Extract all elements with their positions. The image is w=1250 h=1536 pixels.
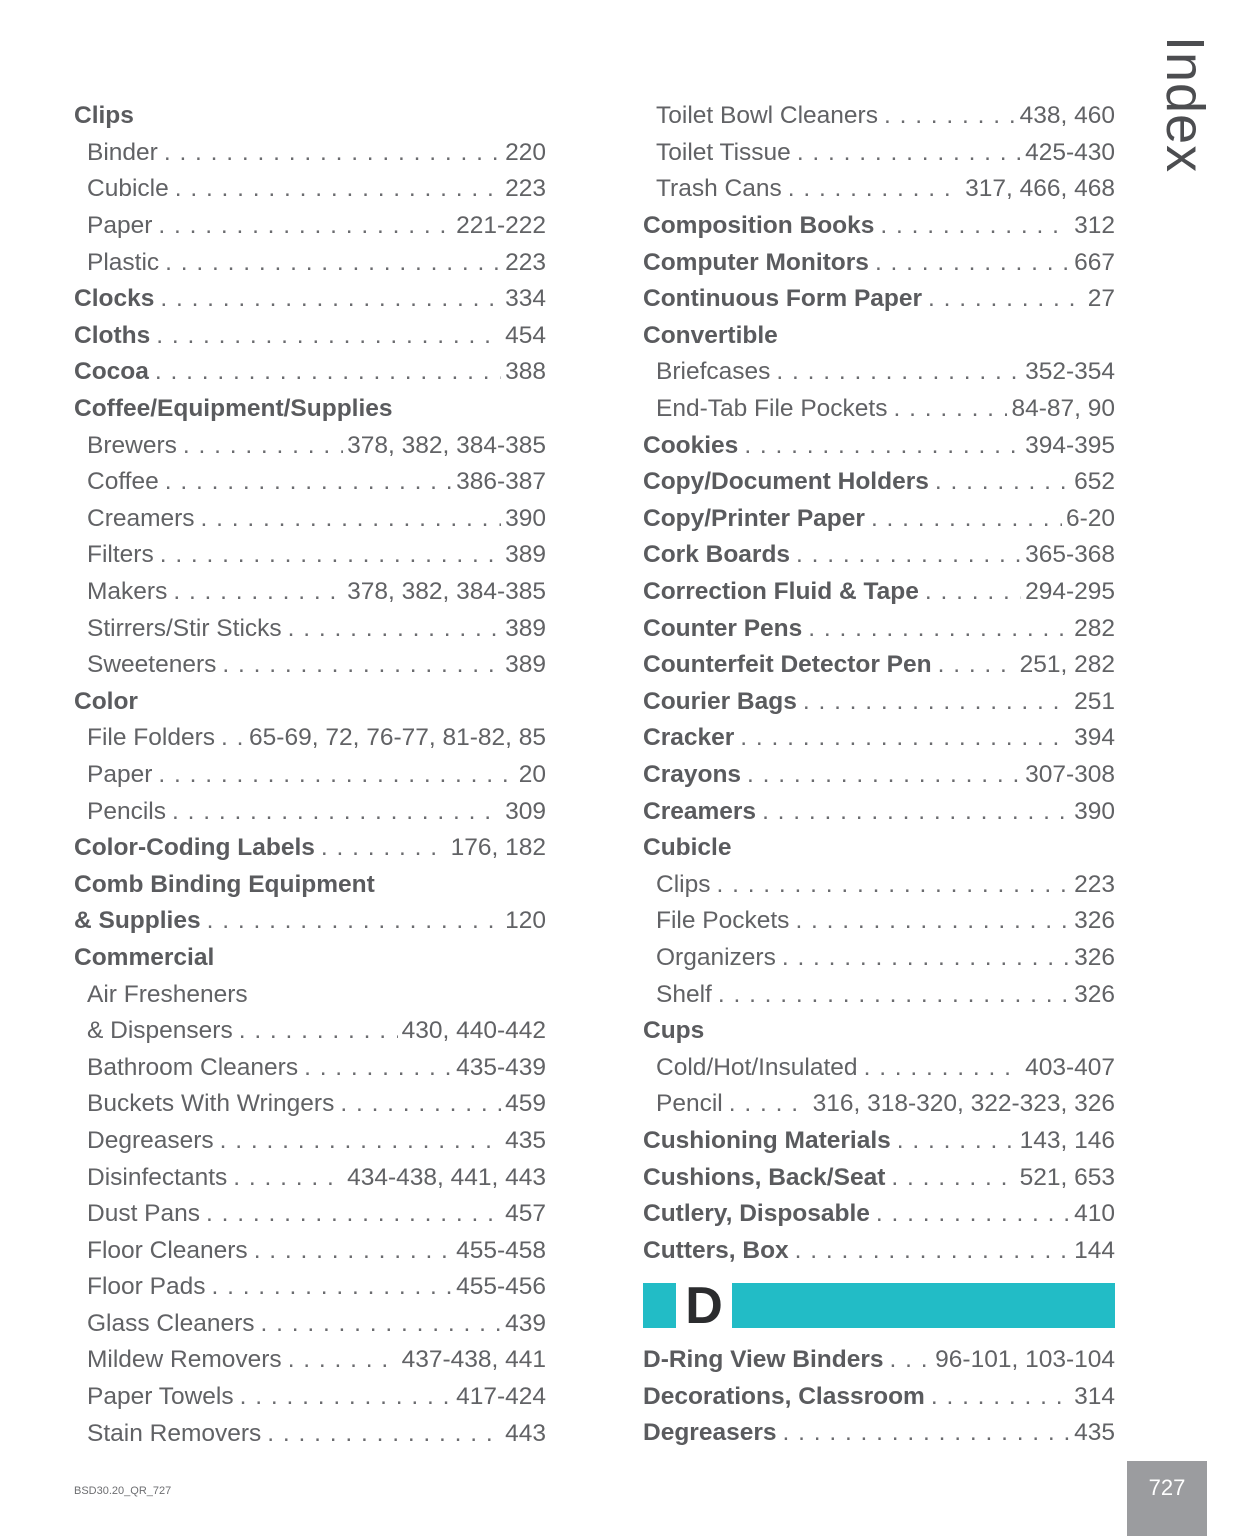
- index-heading: [74, 391, 546, 428]
- entry-pages: 435-439: [456, 1053, 546, 1081]
- dot-leader: [762, 798, 1070, 826]
- entry-label: Composition Books: [643, 212, 875, 240]
- entry-pages: 223: [1074, 870, 1115, 898]
- index-subentry: [643, 171, 1115, 208]
- dot-leader: [744, 432, 1021, 460]
- entry-pages: 434-438, 441, 443: [347, 1163, 546, 1191]
- dot-leader: [894, 395, 1008, 423]
- dot-leader: [240, 1383, 452, 1411]
- dot-leader: [165, 468, 452, 496]
- index-heading: [643, 793, 1115, 830]
- entry-pages: 144: [1074, 1236, 1115, 1264]
- index-heading: [643, 244, 1115, 281]
- entry-pages: 251, 282: [1019, 651, 1115, 679]
- entry-pages: 334: [505, 285, 546, 313]
- index-heading: [74, 940, 546, 977]
- index-column-right: [643, 98, 1115, 1452]
- index-heading: [643, 830, 1115, 867]
- entry-label: Dust Pans: [87, 1200, 201, 1228]
- index-subentry: [643, 1049, 1115, 1086]
- section-letter-bar: [643, 1276, 1115, 1335]
- index-entries-d: [643, 1342, 1115, 1452]
- entry-label: & Supplies: [74, 907, 201, 935]
- dot-leader: [160, 285, 501, 313]
- accent-tab-right: [732, 1283, 1115, 1328]
- entry-pages: 251: [1074, 687, 1115, 715]
- entry-label: Convertible: [643, 321, 778, 349]
- entry-label: Cups: [643, 1017, 705, 1045]
- dot-leader: [782, 1419, 1070, 1447]
- index-subentry: [74, 244, 546, 281]
- dot-leader: [172, 798, 501, 826]
- entry-label: Paper: [87, 212, 153, 240]
- entry-pages: 223: [505, 248, 546, 276]
- entry-label: Cushioning Materials: [643, 1126, 891, 1154]
- entry-label: Briefcases: [656, 358, 771, 386]
- index-heading: [643, 501, 1115, 538]
- index-heading: [74, 98, 546, 135]
- dot-leader: [928, 285, 1084, 313]
- dot-leader: [931, 1383, 1070, 1411]
- entry-label: Floor Pads: [87, 1273, 206, 1301]
- dot-leader: [175, 175, 501, 203]
- dot-leader: [884, 102, 1016, 130]
- dot-leader: [797, 139, 1021, 167]
- entry-label: Air Fresheners: [87, 980, 248, 1008]
- index-subentry: [643, 354, 1115, 391]
- entry-pages: 459: [505, 1090, 546, 1118]
- dot-leader: [158, 761, 514, 789]
- index-subentry: [643, 866, 1115, 903]
- index-heading: [74, 684, 546, 721]
- entry-pages: 389: [505, 541, 546, 569]
- entry-label: Toilet Bowl Cleaners: [656, 102, 878, 130]
- index-subentry: [74, 171, 546, 208]
- entry-pages: 352-354: [1025, 358, 1115, 386]
- index-subentry: [74, 1269, 546, 1306]
- entry-label: Coffee/Equipment/Supplies: [74, 395, 393, 423]
- entry-label: D-Ring View Binders: [643, 1346, 884, 1374]
- index-title: Index: [1155, 36, 1215, 174]
- entry-pages: 389: [505, 614, 546, 642]
- index-subentry: [74, 501, 546, 538]
- index-heading: [643, 427, 1115, 464]
- index-heading: [643, 208, 1115, 245]
- entry-pages: 410: [1074, 1200, 1115, 1228]
- entry-pages: 221-222: [456, 212, 546, 240]
- dot-leader: [206, 1200, 501, 1228]
- entry-pages: 378, 382, 384-385: [347, 578, 546, 606]
- dot-leader: [876, 1200, 1070, 1228]
- entry-pages: 521, 653: [1019, 1163, 1115, 1191]
- entry-label: Brewers: [87, 431, 177, 459]
- index-subentry: [643, 98, 1115, 135]
- index-heading: [74, 281, 546, 318]
- entry-pages: 282: [1074, 614, 1115, 642]
- page-number: 727: [1127, 1461, 1207, 1536]
- index-subentry: [643, 135, 1115, 172]
- dot-leader: [288, 615, 501, 643]
- index-subentry: [74, 135, 546, 172]
- dot-leader: [254, 1237, 452, 1265]
- entry-label: Commercial: [74, 943, 215, 971]
- entry-pages: 435: [1074, 1419, 1115, 1447]
- index-subentry: [74, 427, 546, 464]
- index-heading: [74, 830, 546, 867]
- entry-pages: 455-458: [456, 1236, 546, 1264]
- entry-pages: 220: [505, 138, 546, 166]
- index-subentry: [74, 1342, 546, 1379]
- dot-leader: [808, 615, 1070, 643]
- dot-leader: [891, 1164, 1015, 1192]
- entry-pages: 394: [1074, 724, 1115, 752]
- entry-label: Shelf: [656, 980, 712, 1008]
- dot-leader: [211, 1273, 452, 1301]
- dot-leader: [938, 651, 1016, 679]
- entry-label: Clips: [74, 102, 134, 130]
- entry-label: Plastic: [87, 248, 160, 276]
- index-subentry: [74, 464, 546, 501]
- index-subentry: [643, 976, 1115, 1013]
- entry-label: Cubicle: [87, 175, 169, 203]
- index-heading: [643, 318, 1115, 355]
- index-heading: [643, 610, 1115, 647]
- index-subentry: [74, 610, 546, 647]
- index-subentry: [74, 976, 546, 1013]
- entry-label: End-Tab File Pockets: [656, 395, 888, 423]
- entry-pages: 143, 146: [1019, 1126, 1115, 1154]
- entry-pages: 84-87, 90: [1011, 395, 1115, 423]
- entry-pages: 314: [1074, 1382, 1115, 1410]
- entry-pages: 390: [505, 504, 546, 532]
- entry-pages: 307-308: [1025, 760, 1115, 788]
- dot-leader: [164, 139, 501, 167]
- dot-leader: [321, 834, 447, 862]
- entry-pages: 457: [505, 1200, 546, 1228]
- dot-leader: [221, 724, 245, 752]
- entry-pages: 394-395: [1025, 431, 1115, 459]
- index-heading: [643, 1232, 1115, 1269]
- entry-label: Degreasers: [87, 1126, 214, 1154]
- entry-pages: 435: [505, 1126, 546, 1154]
- entry-label: Paper Towels: [87, 1383, 234, 1411]
- index-heading: [643, 1415, 1115, 1452]
- entry-label: Clocks: [74, 285, 155, 313]
- entry-pages: 378, 382, 384-385: [347, 431, 546, 459]
- entry-label: & Dispensers: [87, 1017, 233, 1045]
- entry-pages: 120: [505, 907, 546, 935]
- index-subentry: [74, 1123, 546, 1160]
- dot-leader: [183, 432, 343, 460]
- entry-label: Continuous Form Paper: [643, 285, 923, 313]
- index-heading: [643, 1196, 1115, 1233]
- index-subentry: [74, 1232, 546, 1269]
- dot-leader: [220, 1127, 501, 1155]
- dot-leader: [803, 688, 1070, 716]
- index-subentry: [74, 793, 546, 830]
- index-subentry: [74, 1306, 546, 1343]
- dot-leader: [729, 1090, 809, 1118]
- entry-pages: 326: [1074, 943, 1115, 971]
- index-heading: [643, 684, 1115, 721]
- index-heading: [643, 1159, 1115, 1196]
- entry-pages: 386-387: [456, 468, 546, 496]
- footer-code: BSD30.20_QR_727: [74, 1485, 172, 1497]
- entry-label: Cold/Hot/Insulated: [656, 1053, 858, 1081]
- entry-label: Degreasers: [643, 1419, 777, 1447]
- index-subentry: [74, 537, 546, 574]
- index-subentry: [74, 1013, 546, 1050]
- entry-pages: 20: [518, 760, 546, 788]
- entry-label: Copy/Document Holders: [643, 468, 929, 496]
- entry-label: Copy/Printer Paper: [643, 504, 865, 532]
- entry-label: Correction Fluid & Tape: [643, 578, 919, 606]
- dot-leader: [740, 724, 1070, 752]
- entry-label: Trash Cans: [656, 175, 782, 203]
- dot-leader: [795, 1237, 1070, 1265]
- entry-label: Glass Cleaners: [87, 1309, 255, 1337]
- index-heading: [643, 1342, 1115, 1379]
- entry-label: Cutters, Box: [643, 1236, 789, 1264]
- dot-leader: [165, 249, 501, 277]
- entry-label: Toilet Tissue: [656, 138, 791, 166]
- entry-label: Computer Monitors: [643, 248, 869, 276]
- dot-leader: [304, 1054, 452, 1082]
- entry-pages: 176, 182: [450, 834, 546, 862]
- dot-leader: [156, 322, 501, 350]
- dot-leader: [935, 468, 1070, 496]
- index-subentry: [74, 1379, 546, 1416]
- entry-label: Creamers: [87, 504, 195, 532]
- index-subentry: [74, 720, 546, 757]
- entry-pages: 667: [1074, 248, 1115, 276]
- index-heading: [74, 354, 546, 391]
- index-heading: [74, 903, 546, 940]
- entry-label: Counterfeit Detector Pen: [643, 651, 932, 679]
- entry-label: Bathroom Cleaners: [87, 1053, 299, 1081]
- dot-leader: [222, 651, 501, 679]
- entry-label: Stirrers/Stir Sticks: [87, 614, 282, 642]
- entry-pages: 27: [1087, 285, 1115, 313]
- index-heading: [643, 574, 1115, 611]
- index-subentry: [74, 1196, 546, 1233]
- dot-leader: [795, 907, 1070, 935]
- entry-label: Counter Pens: [643, 614, 803, 642]
- entry-label: Cork Boards: [643, 541, 791, 569]
- dot-leader: [288, 1346, 398, 1374]
- entry-label: Disinfectants: [87, 1163, 228, 1191]
- entry-label: Filters: [87, 541, 154, 569]
- dot-leader: [796, 541, 1021, 569]
- index-subentry: [74, 757, 546, 794]
- entry-label: Creamers: [643, 797, 757, 825]
- entry-pages: 309: [505, 797, 546, 825]
- entry-label: Cutlery, Disposable: [643, 1200, 870, 1228]
- entry-pages: 430, 440-442: [401, 1017, 546, 1045]
- index-subentry: [643, 903, 1115, 940]
- entry-label: Color: [74, 687, 138, 715]
- entry-pages: 316, 318-320, 322-323, 326: [812, 1090, 1115, 1118]
- dot-leader: [155, 358, 501, 386]
- entry-label: Color-Coding Labels: [74, 834, 315, 862]
- index-subentry: [643, 940, 1115, 977]
- dot-leader: [158, 212, 452, 240]
- section-letter: D: [685, 1276, 723, 1335]
- accent-tab-left: [643, 1283, 676, 1328]
- entry-pages: 455-456: [456, 1273, 546, 1301]
- dot-leader: [897, 1127, 1016, 1155]
- dot-leader: [788, 175, 961, 203]
- index-subentry: [74, 1159, 546, 1196]
- index-subentry: [74, 574, 546, 611]
- entry-pages: 365-368: [1025, 541, 1115, 569]
- dot-leader: [233, 1164, 343, 1192]
- entry-pages: 454: [505, 321, 546, 349]
- index-heading: [74, 866, 546, 903]
- dot-leader: [340, 1090, 501, 1118]
- dot-leader: [782, 944, 1070, 972]
- entry-pages: 294-295: [1025, 578, 1115, 606]
- index-subentry: [74, 1049, 546, 1086]
- dot-leader: [864, 1054, 1022, 1082]
- entry-label: Crayons: [643, 760, 742, 788]
- dot-leader: [890, 1346, 932, 1374]
- entry-label: Sweeteners: [87, 651, 217, 679]
- entry-pages: 223: [505, 175, 546, 203]
- index-heading: [643, 1013, 1115, 1050]
- index-heading: [643, 647, 1115, 684]
- entry-pages: 425-430: [1025, 138, 1115, 166]
- dot-leader: [925, 578, 1021, 606]
- index-heading: [643, 1123, 1115, 1160]
- entry-label: Cloths: [74, 321, 151, 349]
- index-subentry: [74, 647, 546, 684]
- index-heading: [643, 464, 1115, 501]
- entry-label: Comb Binding Equipment: [74, 870, 375, 898]
- dot-leader: [880, 212, 1070, 240]
- dot-leader: [173, 578, 343, 606]
- dot-leader: [160, 541, 501, 569]
- index-subentry: [74, 1086, 546, 1123]
- entry-label: Clips: [656, 870, 711, 898]
- entry-pages: 652: [1074, 468, 1115, 496]
- index-subentry: [643, 1086, 1115, 1123]
- entry-label: Mildew Removers: [87, 1346, 282, 1374]
- entry-label: Courier Bags: [643, 687, 797, 715]
- dot-leader: [207, 907, 502, 935]
- index-heading: [74, 318, 546, 355]
- entry-pages: 6-20: [1065, 504, 1115, 532]
- entry-pages: 312: [1074, 212, 1115, 240]
- entry-label: Cocoa: [74, 358, 149, 386]
- entry-label: Cracker: [643, 724, 735, 752]
- entry-pages: 326: [1074, 980, 1115, 1008]
- index-subentry: [74, 208, 546, 245]
- entry-pages: 65-69, 72, 76-77, 81-82, 85: [249, 724, 546, 752]
- entry-pages: 443: [505, 1419, 546, 1447]
- entry-label: Cushions, Back/Seat: [643, 1163, 886, 1191]
- index-heading: [643, 537, 1115, 574]
- entry-pages: 438, 460: [1019, 102, 1115, 130]
- entry-label: Coffee: [87, 468, 159, 496]
- index-subentry: [643, 391, 1115, 428]
- entry-pages: 439: [505, 1309, 546, 1337]
- entry-label: Makers: [87, 578, 168, 606]
- dot-leader: [201, 505, 502, 533]
- dot-leader: [239, 1017, 398, 1045]
- entry-label: Organizers: [656, 943, 776, 971]
- entry-pages: 389: [505, 651, 546, 679]
- dot-leader: [260, 1310, 501, 1338]
- entry-label: Stain Removers: [87, 1419, 262, 1447]
- dot-leader: [716, 871, 1070, 899]
- dot-leader: [875, 249, 1070, 277]
- entry-pages: 326: [1074, 907, 1115, 935]
- entry-pages: 437-438, 441: [401, 1346, 546, 1374]
- entry-label: Cookies: [643, 431, 739, 459]
- entry-label: Pencil: [656, 1090, 723, 1118]
- dot-leader: [747, 761, 1021, 789]
- index-heading: [643, 757, 1115, 794]
- entry-label: Pencils: [87, 797, 166, 825]
- entry-pages: 403-407: [1025, 1053, 1115, 1081]
- dot-leader: [776, 358, 1021, 386]
- entry-pages: 388: [505, 358, 546, 386]
- index-heading: [643, 281, 1115, 318]
- dot-leader: [267, 1420, 501, 1448]
- entry-pages: 96-101, 103-104: [935, 1346, 1115, 1374]
- index-subentry: [74, 1415, 546, 1452]
- index-heading: [643, 720, 1115, 757]
- entry-label: File Folders: [87, 724, 215, 752]
- index-heading: [643, 1379, 1115, 1416]
- dot-leader: [871, 505, 1062, 533]
- index-column-left: [74, 98, 546, 1452]
- entry-label: File Pockets: [656, 907, 790, 935]
- entry-label: Paper: [87, 760, 153, 788]
- entry-pages: 417-424: [456, 1383, 546, 1411]
- entry-label: Buckets With Wringers: [87, 1090, 335, 1118]
- entry-label: Floor Cleaners: [87, 1236, 248, 1264]
- entry-pages: 317, 466, 468: [965, 175, 1115, 203]
- entry-label: Cubicle: [643, 834, 732, 862]
- entry-pages: 390: [1074, 797, 1115, 825]
- dot-leader: [718, 981, 1070, 1009]
- index-entries-c: [643, 98, 1115, 1269]
- entry-label: Binder: [87, 138, 158, 166]
- entry-label: Decorations, Classroom: [643, 1382, 925, 1410]
